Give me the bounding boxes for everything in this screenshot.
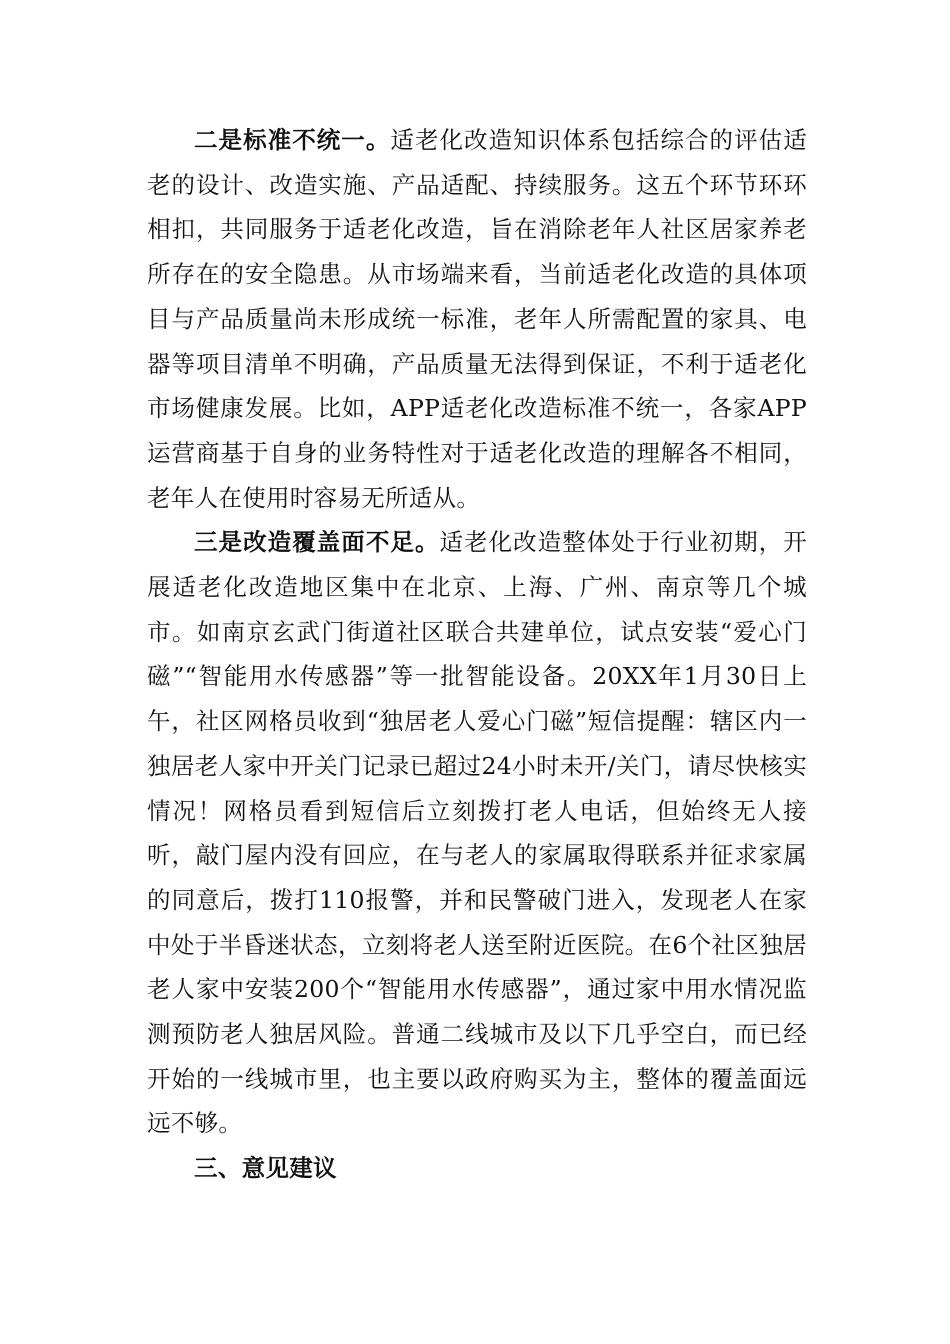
paragraph-lead: 二是标准不统一。 bbox=[194, 126, 391, 154]
paragraph-standards bbox=[147, 118, 807, 520]
document-page bbox=[147, 118, 807, 1191]
section-heading: 三、意见建议 bbox=[194, 1154, 337, 1183]
paragraph-coverage bbox=[147, 520, 807, 1146]
paragraph-body: 适老化改造整体处于行业初期，开展适老化改造地区集中在北京、上海、广州、南京等几个城市。如南京玄武门街道社区联合共建单位，试点安装“爱心门磁”“智能用水传感器”等一批智能设备。20XX年1月30日上午，社区网格员收到“独居老人爱心门磁”短信提醒：辖区内一独居老人家中开关门记录已超过24小时未开/关门，请尽快核实情况！网格员看到短信后立刻拨打老人电话，但始终无人接听，敲门屋内没有回应，在与老人的家属取得联系并征求家属的同意后，拨打110报警，并和民警破门进入，发现老人在家中处于半昏迷状态，立刻将老人送至附近医院。在6个社区独居老人家中安装200个“智能用水传感器”，通过家中用水情况监测预防老人独居风险。普通二线城市及以下几乎空白，而已经开始的一线城市里，也主要以政府购买为主，整体的覆盖面远远不够。 bbox=[147, 528, 807, 1138]
paragraph-lead: 三是改造覆盖面不足。 bbox=[194, 528, 440, 557]
paragraph-body: 适老化改造知识体系包括综合的评估适老的设计、改造实施、产品适配、持续服务。这五个环节环环相扣，共同服务于适老化改造，旨在消除老年人社区居家养老所存在的安全隐患。从市场端来看，当前适老化改造的具体项目与产品质量尚未形成统一标准，老年人所需配置的家具、电器等项目清单不明确，产品质量无法得到保证，不利于适老化市场健康发展。比如，APP适老化改造标准不统一，各家APP运营商基于自身的业务特性对于适老化改造的理解各不相同，老年人在使用时容易无所适从。 bbox=[147, 126, 807, 512]
